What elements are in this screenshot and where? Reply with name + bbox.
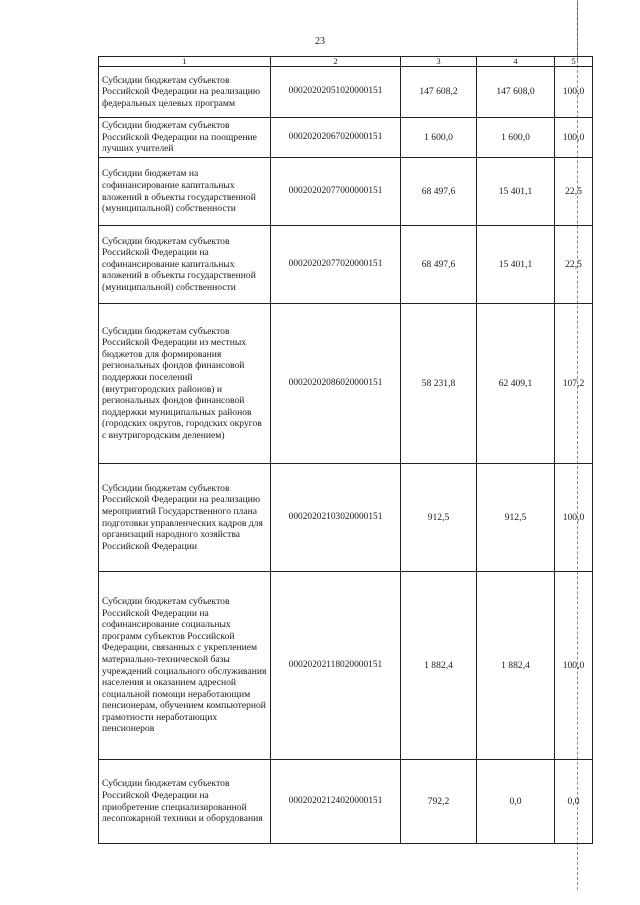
row-code: 00020202118020000151 [271, 572, 401, 760]
row-executed: 1 882,4 [477, 572, 555, 760]
row-name: Субсидии бюджетам субъектов Российской Федерации из местных бюджетов для формирования региональных фондов финансовой поддержки поселений (внутригородских районов) и региональных фондов финансовой поддержки муниципальных районов (городских округов, городских округов с внутригородским делением) [99, 304, 271, 464]
table-row [99, 67, 593, 118]
table-row [99, 572, 593, 760]
row-code: 00020202103020000151 [271, 464, 401, 572]
column-header-1: 1 [99, 57, 271, 67]
row-code: 00020202067020000151 [271, 118, 401, 158]
table-row [99, 464, 593, 572]
budget-table [98, 56, 593, 844]
row-code: 00020202051020000151 [271, 67, 401, 118]
row-planned: 68 497,6 [401, 158, 477, 226]
row-name: Субсидии бюджетам субъектов Российской Федерации на софинансирование капитальных вложений в объекты государственной (муниципальной) собственности [99, 226, 271, 304]
row-name: Субсидии бюджетам субъектов Российской Федерации на реализацию федеральных целевых программ [99, 67, 271, 118]
column-header-2: 2 [271, 57, 401, 67]
row-executed: 0,0 [477, 760, 555, 844]
row-executed: 912,5 [477, 464, 555, 572]
row-planned: 1 600,0 [401, 118, 477, 158]
row-percent: 100,0 [555, 67, 593, 118]
row-code: 00020202124020000151 [271, 760, 401, 844]
table-row [99, 158, 593, 226]
row-planned: 68 497,6 [401, 226, 477, 304]
table-row [99, 226, 593, 304]
row-name: Субсидии бюджетам на софинансирование капитальных вложений в объекты государственной (муниципальной) собственности [99, 158, 271, 226]
table-row [99, 304, 593, 464]
row-planned: 147 608,2 [401, 67, 477, 118]
row-code: 00020202077020000151 [271, 226, 401, 304]
row-executed: 1 600,0 [477, 118, 555, 158]
row-name: Субсидии бюджетам субъектов Российской Федерации на приобретение специализированной лесопожарной техники и оборудования [99, 760, 271, 844]
row-name: Субсидии бюджетам субъектов Российской Федерации на реализацию мероприятий Государственного плана подготовки управленческих кадров для организаций народного хозяйства Российской Федерации [99, 464, 271, 572]
row-executed: 15 401,1 [477, 158, 555, 226]
row-percent: 100,0 [555, 572, 593, 760]
row-code: 00020202086020000151 [271, 304, 401, 464]
page-number: 23 [315, 36, 325, 47]
row-planned: 58 231,8 [401, 304, 477, 464]
row-name: Субсидии бюджетам субъектов Российской Федерации на софинансирование социальных программ субъектов Российской Федерации, связанных с укреплением материально-технической базы учреждений социального обслуживания населения и оказанием адресной социальной помощи неработающим пенсионерам, обучением компьютерной грамотности неработающих пенсионеров [99, 572, 271, 760]
header-row [99, 57, 593, 67]
row-planned: 912,5 [401, 464, 477, 572]
row-percent: 22,5 [555, 226, 593, 304]
table-row [99, 760, 593, 844]
table-row [99, 118, 593, 158]
row-executed: 62 409,1 [477, 304, 555, 464]
column-header-5: 5 [555, 57, 593, 67]
row-planned: 1 882,4 [401, 572, 477, 760]
row-percent: 22,5 [555, 158, 593, 226]
row-percent: 107,2 [555, 304, 593, 464]
row-percent: 0,0 [555, 760, 593, 844]
row-percent: 100,0 [555, 464, 593, 572]
row-executed: 147 608,0 [477, 67, 555, 118]
row-percent: 100,0 [555, 118, 593, 158]
column-header-3: 3 [401, 57, 477, 67]
row-executed: 15 401,1 [477, 226, 555, 304]
row-code: 00020202077000000151 [271, 158, 401, 226]
column-header-4: 4 [477, 57, 555, 67]
row-planned: 792,2 [401, 760, 477, 844]
row-name: Субсидии бюджетам субъектов Российской Федерации на поощрение лучших учителей [99, 118, 271, 158]
